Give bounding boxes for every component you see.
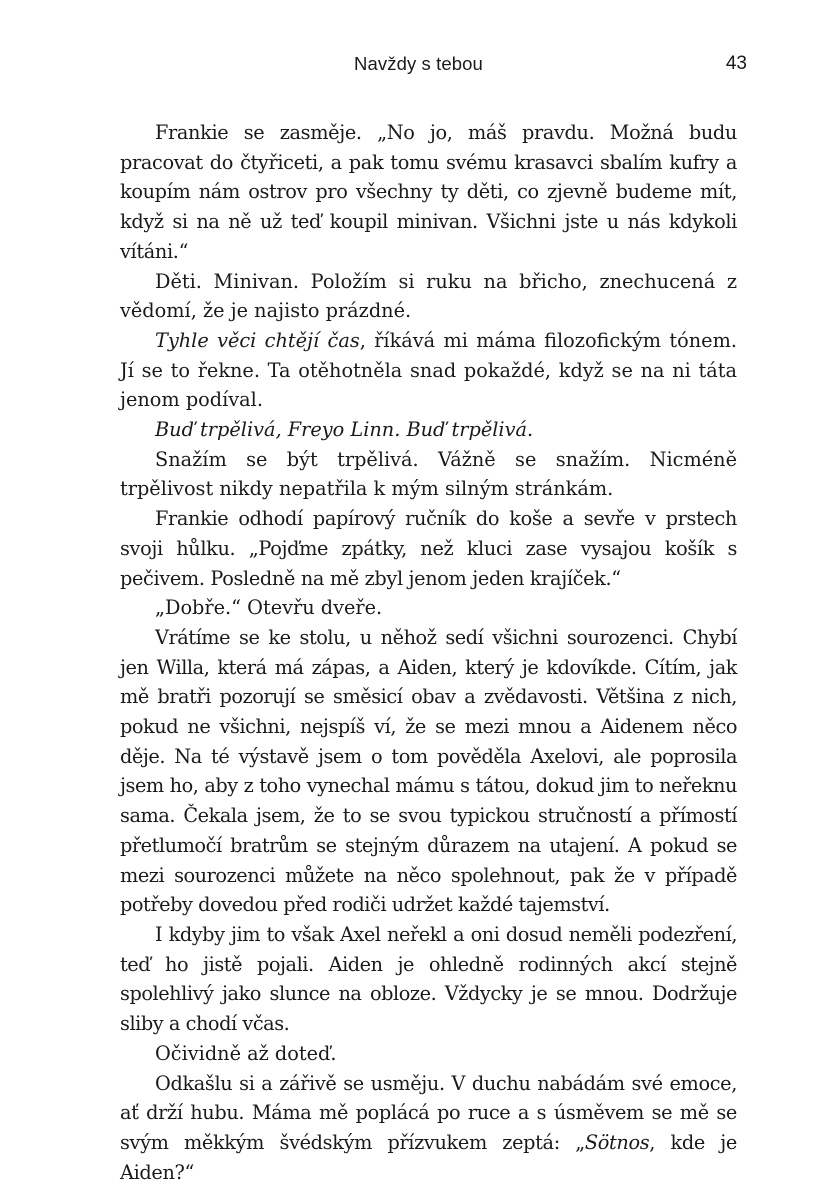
paragraph-3-text: , říkává mi máma filozofickým tónem. Jí se to řekne. Ta otěhotněla snad pokaždé, když se na ni táta jenom podíval. [120,329,737,411]
book-title: Navždy s tebou [90,53,747,75]
body-text [120,118,737,1187]
paragraph-3-italic: Tyhle věci chtějí čas [155,329,360,352]
paragraph-11-text-b: , kde je Aiden?“ [120,1131,737,1184]
paragraph-1: Frankie se zasměje. „No jo, máš pravdu. Možná budu pracovat do čtyřiceti, a pak tomu svému krasavci sbalím kufry a koupím nám ostrov pro všechny ty děti, co zjevně budeme mít, když si na ně už teď koupil minivan. Všichni jste u nás kdykoli vítáni.“ [120,118,737,267]
paragraph-2: Děti. Minivan. Položím si ruku na břicho, znechucená z vědomí, že je najisto prázdné. [120,267,737,326]
running-head [90,53,747,79]
paragraph-5: Snažím se být trpělivá. Vážně se snažím. Nicméně trpělivost nikdy nepatřila k mým silným stránkám. [120,445,737,504]
paragraph-11 [120,1069,737,1187]
paragraph-11-italic: Sötnos [585,1131,649,1154]
paragraph-10: Očividně až doteď. [120,1039,737,1069]
page-number: 43 [726,53,747,75]
paragraph-8: Vrátíme se ke stolu, u něhož sedí všichni sourozenci. Chybí jen Willa, která má zápas, a Aiden, který je kdovíkde. Cítím, jak mě bratři pozorují se směsicí obav a zvědavosti. Většina z nich, pokud ne všichni, nejspíš ví, že se mezi mnou a Aidenem něco děje. Na té výstavě jsem o tom pověděla Axelovi, ale poprosila jsem ho, aby z toho vynechal mámu s tátou, dokud jim to neřeknu sama. Čekala jsem, že to se svou typickou stručností a přímostí přetlumočí bratrům se stejným důrazem na utajení. A pokud se mezi sourozenci můžete na něco spolehnout, pak že v případě potřeby dovedou před rodiči udržet každé tajemství. [120,623,737,920]
paragraph-6: Frankie odhodí papírový ručník do koše a sevře v prstech svoji hůlku. „Pojďme zpátky, než kluci zase vysajou košík s pečivem. Posledně na mě zbyl jenom jeden krajíček.“ [120,504,737,593]
paragraph-3 [120,326,737,415]
paragraph-4 [120,415,737,445]
paragraph-11-text-a: Odkašlu si a zářivě se usměju. V duchu nabádám své emoce, ať drží hubu. Máma mě poplácá po ruce a s úsměvem se mě se svým měkkým švédským přízvukem zeptá: „ [120,1072,737,1154]
paragraph-4-italic: Buď trpělivá, Freyo Linn. Buď trpělivá. [155,418,533,441]
paragraph-9: I kdyby jim to však Axel neřekl a oni dosud neměli podezření, teď ho jistě pojali. Aiden je ohledně rodinných akcí stejně spolehlivý jako slunce na obloze. Vždycky je se mnou. Dodržuje sliby a chodí včas. [120,920,737,1039]
paragraph-7: „Dobře.“ Otevřu dveře. [120,593,737,623]
